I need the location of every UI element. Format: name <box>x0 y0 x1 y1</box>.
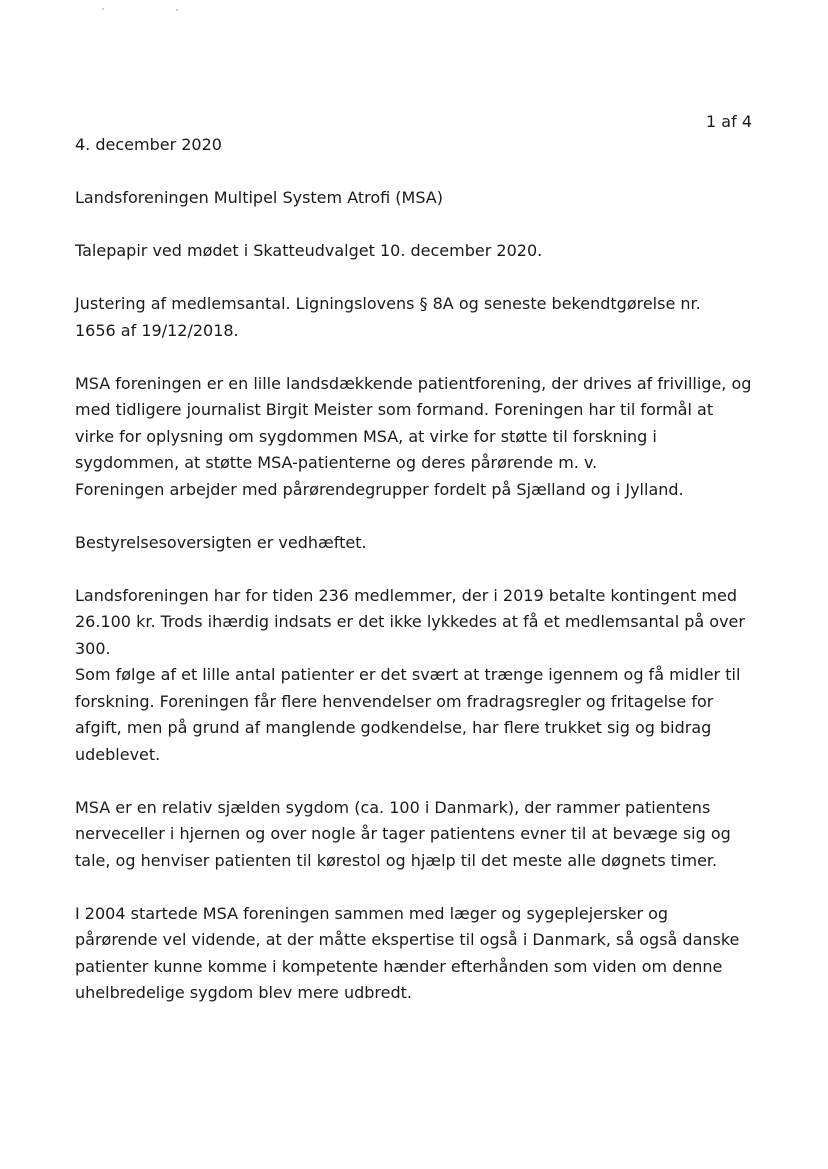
page-number: 1 af 4 <box>706 112 752 131</box>
disease-paragraph <box>75 795 765 875</box>
text-line: udeblevet. <box>75 744 161 764</box>
text-line: Landsforeningen Multipel System Atrofi (MSA) <box>75 188 443 207</box>
scan-speck <box>102 8 104 10</box>
membership-paragraph <box>75 583 765 769</box>
text-line: patienter kunne komme i kompetente hænder efterhånden som viden om denne <box>75 956 723 976</box>
text-line: virke for oplysning om sygdommen MSA, at virke for støtte til forskning i <box>75 426 657 446</box>
text-line: Justering af medlemsantal. Ligningslovens § 8A og seneste bekendtgørelse nr. <box>75 294 701 313</box>
text-line: med tidligere journalist Birgit Meister som formand. Foreningen har til formål at <box>75 400 714 419</box>
text-line: forskning. Foreningen får flere henvendelser om fradragsregler og fritagelse for <box>75 691 714 711</box>
text-line: I 2004 startede MSA foreningen sammen med læger og sygeplejersker og <box>75 903 669 923</box>
text-line: Landsforeningen har for tiden 236 medlemmer, der i 2019 betalte kontingent med <box>75 585 737 605</box>
letter-body <box>75 132 765 1033</box>
text-line: uhelbredelige sygdom blev mere udbredt. <box>75 983 412 1002</box>
history-paragraph <box>75 901 765 1007</box>
text-line: tale, og henviser patienten til kørestol og hjælp til det meste alle døgnets timer. <box>75 850 718 870</box>
attachment-paragraph <box>75 530 765 557</box>
text-line: MSA foreningen er en lille landsdækkende patientforening, der drives af frivillige, og <box>75 373 752 393</box>
text-line: Foreningen arbejder med pårørendegrupper fordelt på Sjælland og i Jylland. <box>75 479 684 499</box>
text-line: 1656 af 19/12/2018. <box>75 320 239 340</box>
text-line: sygdommen, at støtte MSA-patienterne og deres pårørende m. v. <box>75 453 598 472</box>
text-line: 26.100 kr. Trods ihærdig indsats er det ikke lykkedes at få et medlemsantal på over <box>75 612 745 631</box>
text-line: 300. <box>75 638 111 658</box>
text-line: 4. december 2020 <box>75 135 222 154</box>
regulation-paragraph <box>75 291 765 344</box>
text-line: Bestyrelsesoversigten er vedhæftet. <box>75 532 367 552</box>
date-paragraph <box>75 132 765 159</box>
text-line: pårørende vel vidende, at der måtte ekspertise til også i Danmark, så også danske <box>75 930 740 949</box>
text-line: afgift, men på grund af manglende godkendelse, har flere trukket sig og bidrag <box>75 718 712 737</box>
subject-paragraph <box>75 238 765 265</box>
organization-paragraph <box>75 185 765 212</box>
text-line: Som følge af et lille antal patienter er det svært at trænge igennem og få midler til <box>75 665 741 684</box>
about-paragraph <box>75 371 765 504</box>
text-line: nerveceller i hjernen og over nogle år tager patientens evner til at bevæge sig og <box>75 824 731 843</box>
text-line: MSA er en relativ sjælden sygdom (ca. 100 i Danmark), der rammer patientens <box>75 797 711 817</box>
scan-speck <box>176 9 178 11</box>
text-line: Talepapir ved mødet i Skatteudvalget 10. december 2020. <box>75 241 543 260</box>
